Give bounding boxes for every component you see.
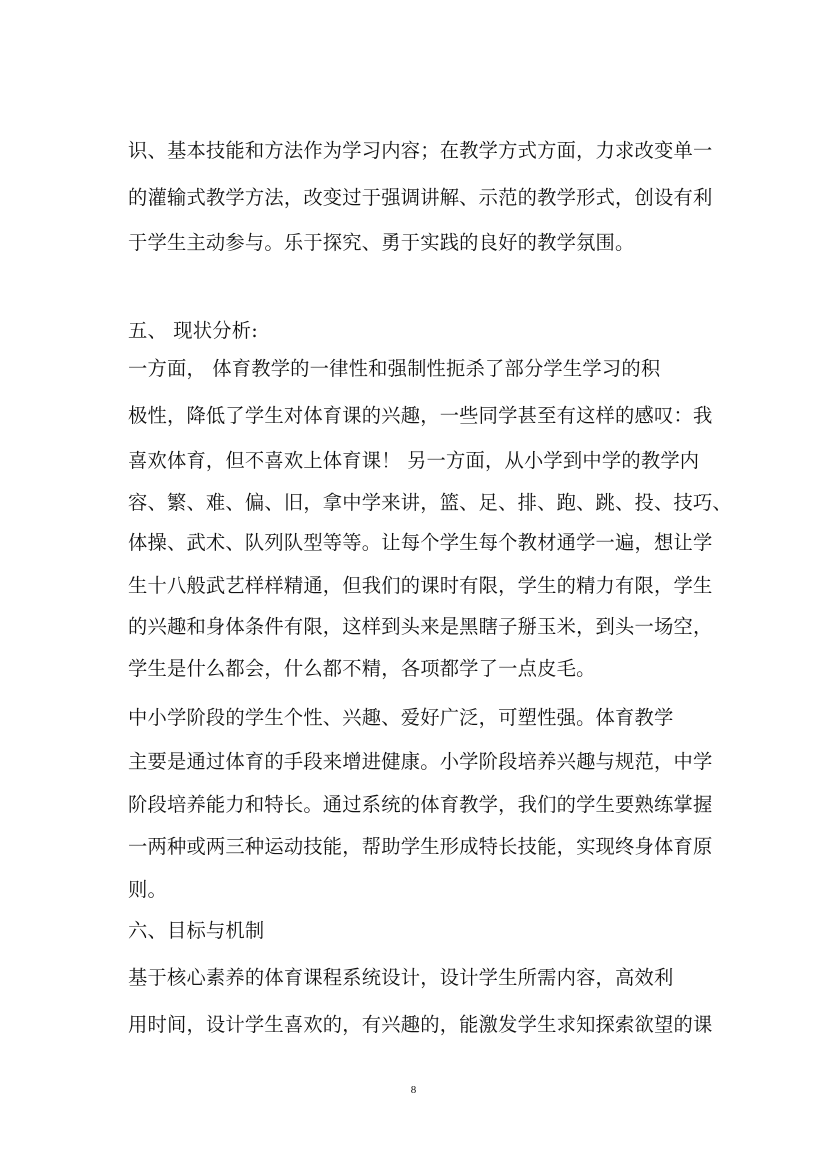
text-line: 一方面， 体育教学的一律性和强制性扼杀了部分学生学习的积 <box>128 357 661 380</box>
text-line: 则。 <box>128 878 167 901</box>
text-line: 生十八般武艺样样精通，但我们的课时有限，学生的精力有限，学生 <box>128 574 713 597</box>
section-heading-goals-mechanism: 六、目标与机制 <box>128 919 265 942</box>
text-line: 阶段培养能力和特长。通过系统的体育教学，我们的学生要熟练掌握 <box>128 793 713 816</box>
text-line: 识、基本技能和方法作为学习内容；在教学方式方面，力求改变单一 <box>128 139 713 162</box>
text-line: 学生是什么都会，什么都不精，各项都学了一点皮毛。 <box>128 657 596 680</box>
text-line: 中小学阶段的学生个性、兴趣、爱好广泛，可塑性强。体育教学 <box>128 706 674 729</box>
text-line: 的兴趣和身体条件有限，这样到头来是黑瞎子掰玉米，到头一场空， <box>128 615 713 638</box>
text-line: 体操、武术、队列队型等等。让每个学生每个教材通学一遍，想让学 <box>128 531 713 554</box>
text-line: 的灌输式教学方法，改变过于强调讲解、示范的教学形式，创设有利 <box>128 186 713 209</box>
text-line: 于学生主动参与。乐于探究、勇于实践的良好的教学氛围。 <box>128 231 635 254</box>
text-line: 极性，降低了学生对体育课的兴趣，一些同学甚至有这样的感叹：我 <box>128 404 713 427</box>
page-number: 8 <box>410 1084 417 1096</box>
text-line: 用时间，设计学生喜欢的，有兴趣的，能激发学生求知探索欲望的课 <box>128 1013 713 1036</box>
text-line: 喜欢体育，但不喜欢上体育课！ 另一方面，从小学到中学的教学内 <box>128 449 700 472</box>
text-line: 容、繁、难、偏、旧，拿中学来讲，篮、足、排、跑、跳、投、技巧、 <box>128 491 732 514</box>
text-line: 基于核心素养的体育课程系统设计，设计学生所需内容，高效利 <box>128 966 674 989</box>
text-line: 主要是通过体育的手段来增进健康。小学阶段培养兴趣与规范，中学 <box>128 750 713 773</box>
section-heading-status-analysis: 五、 现状分析: <box>128 319 258 342</box>
text-line: 一两种或两三种运动技能，帮助学生形成特长技能，实现终身体育原 <box>128 835 713 858</box>
